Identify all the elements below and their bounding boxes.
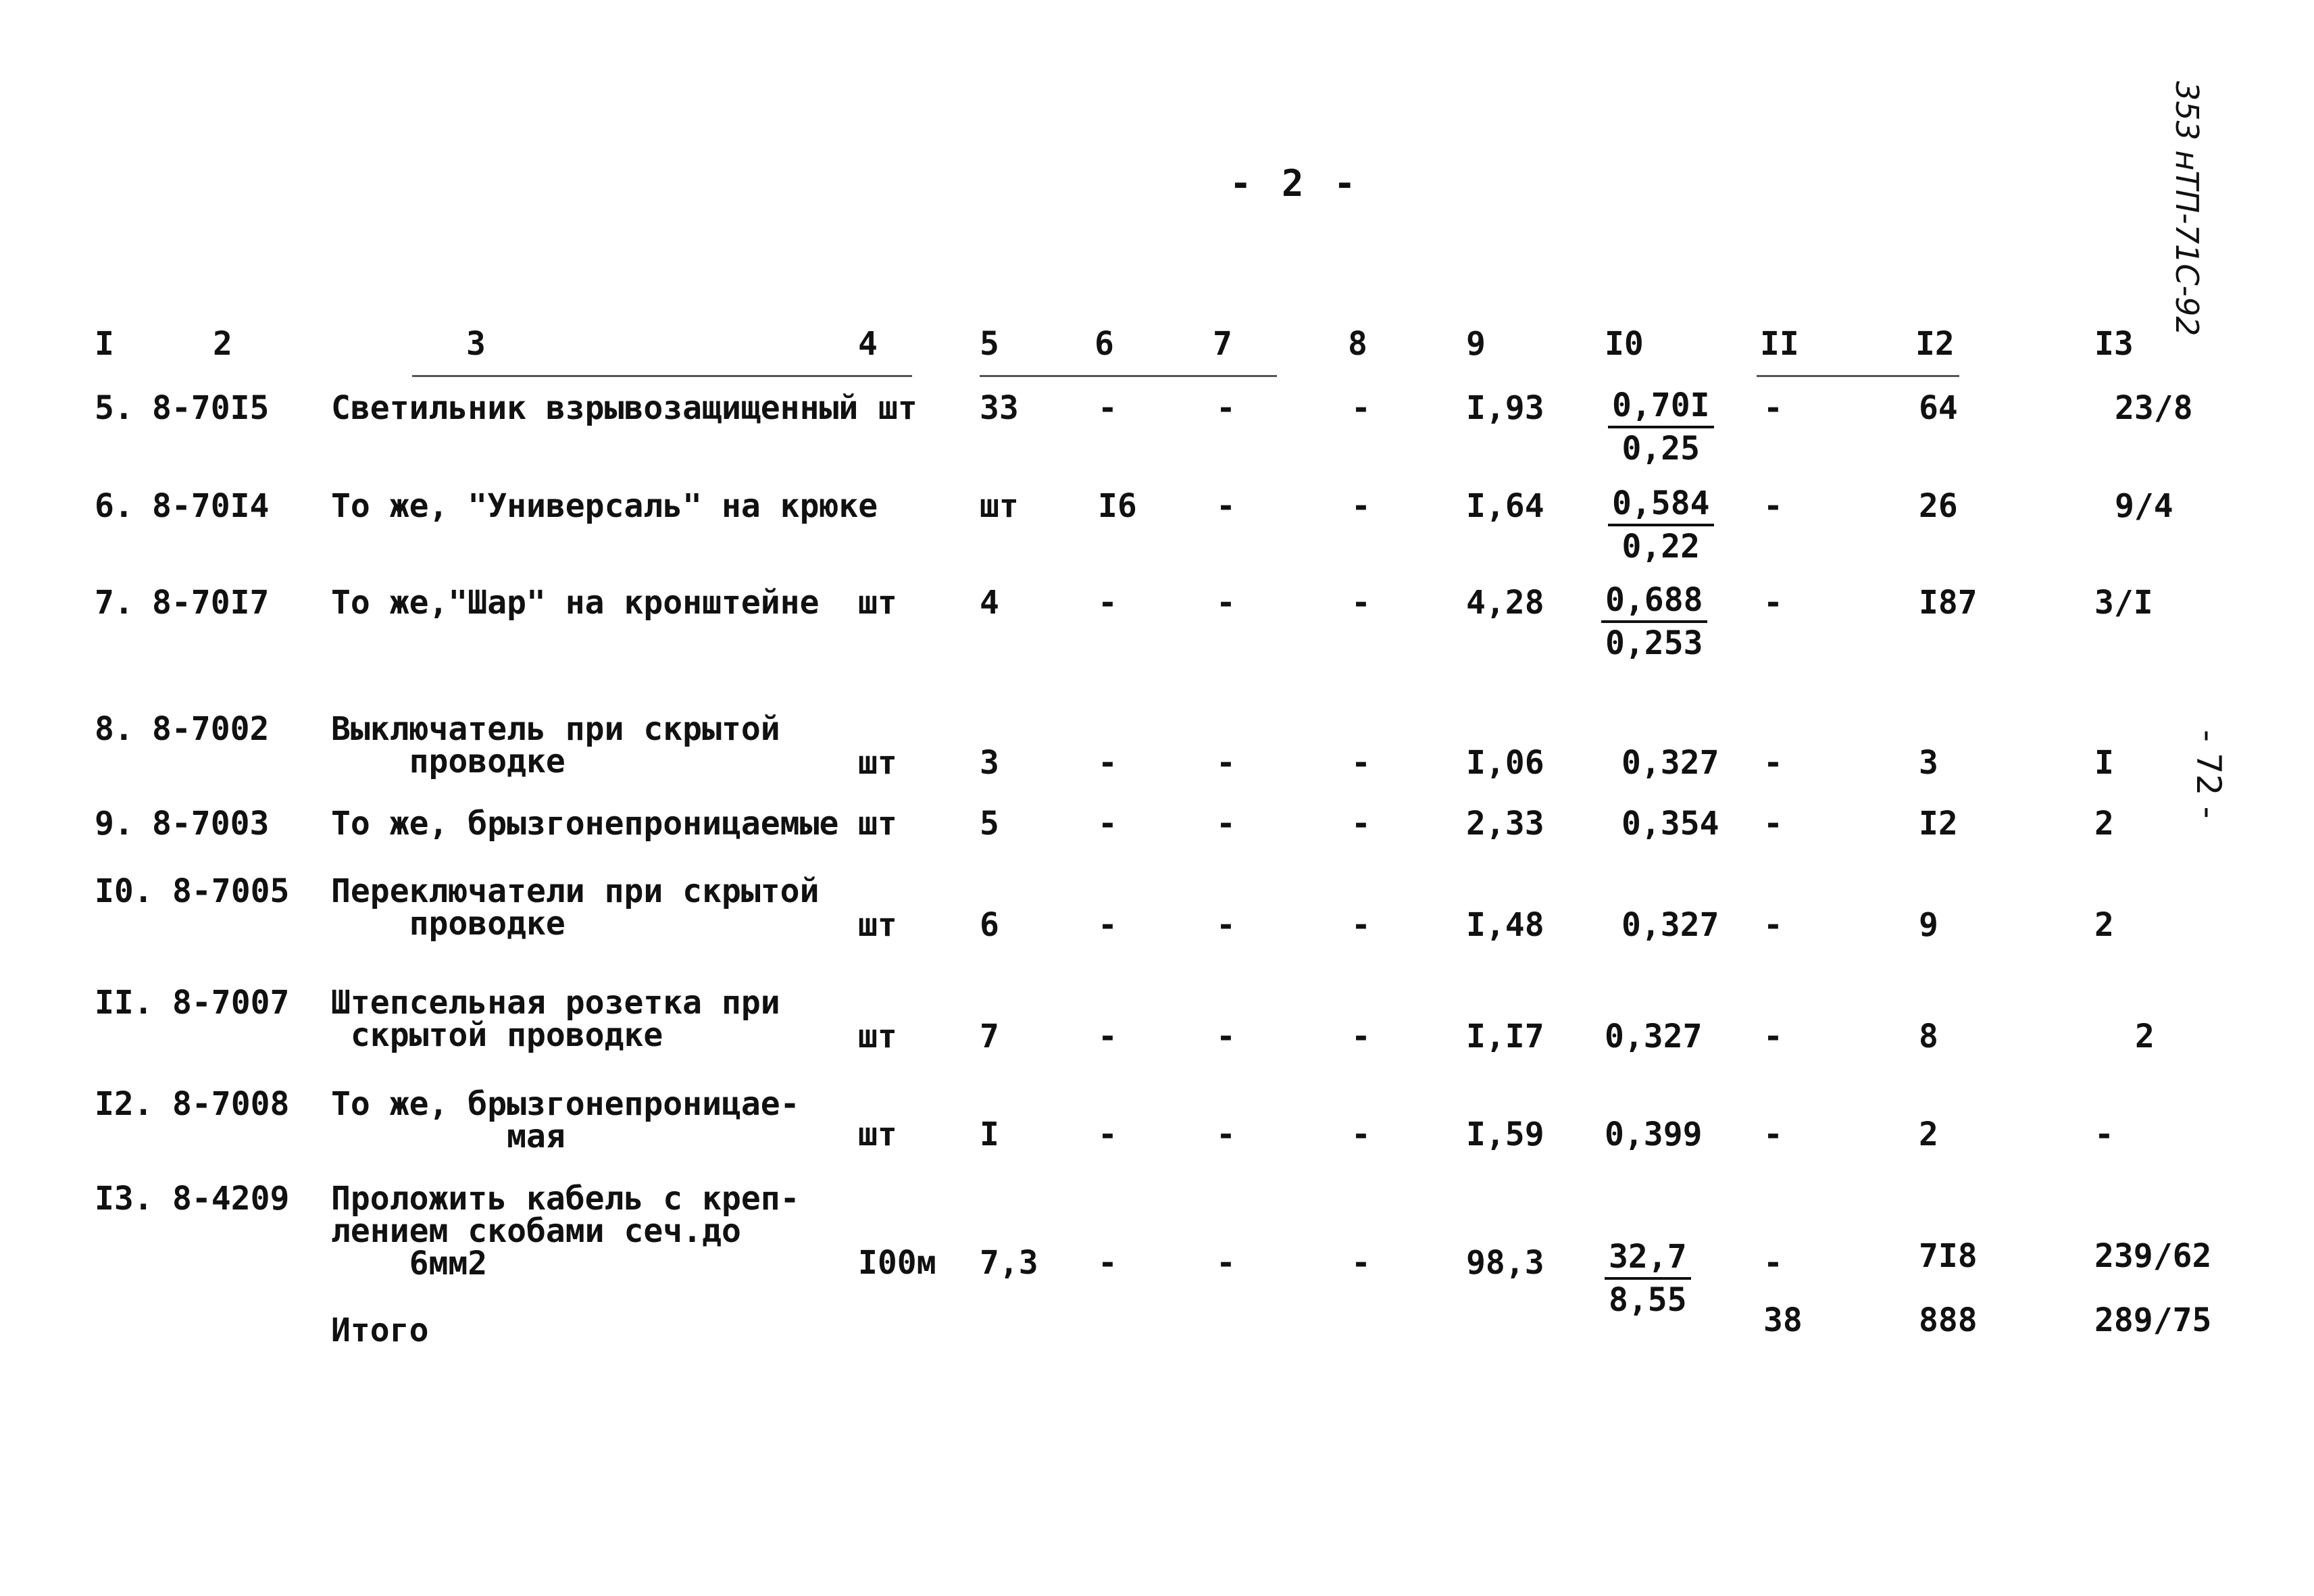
- row-quantity: I: [980, 1116, 999, 1153]
- row-col-7: -: [1216, 487, 1236, 525]
- header-col-3: 3: [466, 325, 486, 363]
- row-description: То же, брызгонепроницае- мая: [331, 1085, 800, 1155]
- row-quantity: 7: [980, 1018, 999, 1055]
- row-col-12: I2: [1919, 805, 1958, 843]
- row-unit: I00м: [858, 1244, 936, 1282]
- row-col-10: 0,327: [1621, 744, 1719, 782]
- fraction-denominator: 0,25: [1621, 430, 1701, 468]
- row-col-12: 7I8: [1919, 1237, 1978, 1275]
- total-col-13: 289/75: [2094, 1301, 2212, 1339]
- row-number: I3.: [95, 1180, 153, 1218]
- row-col-6: -: [1098, 584, 1117, 622]
- header-col-13: I3: [2094, 325, 2134, 363]
- row-col-8: -: [1351, 1116, 1371, 1153]
- row-description: Штепсельная розетка при скрытой проводке: [331, 984, 780, 1054]
- row-unit: шт: [878, 389, 917, 427]
- row-col-12: 64: [1919, 389, 1958, 427]
- fraction: [1601, 580, 1707, 664]
- header-rule: [412, 375, 912, 377]
- header-col-10: I0: [1605, 325, 1644, 363]
- row-col-13: I: [2094, 744, 2114, 782]
- row-unit: шт: [980, 487, 1019, 525]
- fraction-denominator: 0,22: [1621, 528, 1701, 566]
- row-col-6: -: [1098, 805, 1117, 843]
- header-col-8: 8: [1348, 325, 1367, 363]
- row-col-7: -: [1216, 906, 1236, 944]
- row-description: Выключатель при скрытой проводке: [331, 710, 780, 780]
- row-col-13: 9/4: [2115, 487, 2173, 525]
- fraction-numerator: 0,688: [1601, 580, 1707, 623]
- row-col-12: 2: [1919, 1116, 1938, 1153]
- header-col-1: I: [95, 325, 114, 363]
- row-col-7: -: [1216, 744, 1236, 782]
- header-rule: [980, 375, 1277, 377]
- header-col-7: 7: [1213, 325, 1232, 363]
- row-col-9: I,59: [1466, 1116, 1544, 1153]
- row-col-11: -: [1763, 1018, 1783, 1055]
- row-col-12: 9: [1919, 906, 1938, 944]
- row-code: 8-70I5: [152, 389, 270, 427]
- row-description: Проложить кабель с креп- лением скобами сеч.до 6мм2: [331, 1180, 800, 1282]
- row-col-6: -: [1098, 906, 1117, 944]
- row-col-12: 3: [1919, 744, 1938, 782]
- row-code: 8-7003: [152, 805, 270, 843]
- row-unit: шт: [858, 1018, 897, 1055]
- header-col-11: II: [1760, 325, 1799, 363]
- fraction: [1608, 385, 1714, 469]
- header-col-5: 5: [980, 325, 999, 363]
- row-col-13: -: [2094, 1116, 2114, 1153]
- header-col-4: 4: [858, 325, 878, 363]
- row-number: 8.: [95, 710, 134, 748]
- row-col-11: -: [1763, 805, 1783, 843]
- row-code: 8-70I4: [152, 487, 270, 525]
- row-quantity: 33: [980, 389, 1019, 427]
- row-col-6: -: [1098, 744, 1117, 782]
- header-col-9: 9: [1466, 325, 1486, 363]
- row-quantity: 3: [980, 744, 999, 782]
- row-col-7: -: [1216, 584, 1236, 622]
- row-code: 8-4209: [172, 1180, 290, 1218]
- row-col-13: 23/8: [2115, 389, 2193, 427]
- row-col-7: -: [1216, 805, 1236, 843]
- row-col-9: 2,33: [1466, 805, 1544, 843]
- row-col-10: [1605, 1237, 1691, 1320]
- row-col-10: 0,327: [1621, 906, 1719, 944]
- row-col-13: 2: [2135, 1018, 2155, 1055]
- row-col-10: 0,327: [1605, 1018, 1703, 1055]
- row-col-8: -: [1351, 805, 1371, 843]
- row-quantity: I6: [1098, 487, 1137, 525]
- row-number: 6.: [95, 487, 134, 525]
- row-col-10: [1601, 580, 1707, 664]
- row-col-7: -: [1216, 1116, 1236, 1153]
- row-code: 8-7002: [152, 710, 270, 748]
- row-col-12: 26: [1919, 487, 1958, 525]
- row-col-8: -: [1351, 389, 1371, 427]
- row-col-11: -: [1763, 584, 1783, 622]
- total-col-11: 38: [1763, 1301, 1803, 1339]
- row-col-6: -: [1098, 389, 1117, 427]
- row-col-13: 2: [2094, 906, 2114, 944]
- header-col-2: 2: [213, 325, 232, 363]
- header-rule: [1757, 375, 1959, 377]
- side-document-code: 353 нТП-71С-92: [2169, 81, 2205, 336]
- row-col-7: -: [1216, 1018, 1236, 1055]
- row-number: II.: [95, 984, 153, 1022]
- row-col-11: -: [1763, 389, 1783, 427]
- row-number: I2.: [95, 1085, 153, 1123]
- row-code: 8-7007: [172, 984, 290, 1022]
- row-quantity: 5: [980, 805, 999, 843]
- row-col-7: -: [1216, 1244, 1236, 1282]
- row-code: 8-70I7: [152, 584, 270, 622]
- row-unit: шт: [858, 584, 897, 622]
- row-col-7: -: [1216, 389, 1236, 427]
- row-col-10: [1608, 483, 1714, 567]
- fraction-numerator: 0,70I: [1608, 385, 1714, 428]
- total-col-12: 888: [1919, 1301, 1978, 1339]
- row-col-6: -: [1098, 1018, 1117, 1055]
- row-col-9: I,93: [1466, 389, 1544, 427]
- row-number: I0.: [95, 872, 153, 910]
- header-col-6: 6: [1095, 325, 1114, 363]
- row-unit: шт: [858, 1116, 897, 1153]
- row-col-13: 239/62: [2094, 1237, 2212, 1275]
- row-col-11: -: [1763, 744, 1783, 782]
- row-code: 8-7005: [172, 872, 290, 910]
- row-col-8: -: [1351, 906, 1371, 944]
- row-col-12: 8: [1919, 1018, 1938, 1055]
- header-col-12: I2: [1915, 325, 1955, 363]
- row-col-8: -: [1351, 487, 1371, 525]
- row-quantity: 7,3: [980, 1244, 1038, 1282]
- row-description: Переключатели при скрытой проводке: [331, 872, 820, 943]
- row-col-9: I,48: [1466, 906, 1544, 944]
- fraction-numerator: 0,584: [1608, 483, 1714, 526]
- row-quantity: 4: [980, 584, 999, 622]
- row-col-11: -: [1763, 487, 1783, 525]
- fraction: [1605, 1237, 1691, 1320]
- row-col-9: I,64: [1466, 487, 1544, 525]
- row-description: Светильник взрывозащищенный: [331, 389, 859, 427]
- row-col-9: 4,28: [1466, 584, 1544, 622]
- row-code: 8-7008: [172, 1085, 290, 1123]
- fraction: [1608, 483, 1714, 567]
- row-col-13: 2: [2094, 805, 2114, 843]
- row-col-8: -: [1351, 1018, 1371, 1055]
- row-number: 7.: [95, 584, 134, 622]
- row-col-8: -: [1351, 584, 1371, 622]
- page-number: - 2 -: [1230, 162, 1360, 205]
- row-col-11: -: [1763, 906, 1783, 944]
- row-description: То же, "Универсаль" на крюке: [331, 487, 878, 525]
- row-unit: шт: [858, 805, 897, 843]
- total-label: Итого: [331, 1312, 429, 1349]
- row-col-12: I87: [1919, 584, 1978, 622]
- row-col-6: -: [1098, 1244, 1117, 1282]
- fraction-denominator: 0,253: [1605, 624, 1703, 662]
- row-unit: шт: [858, 906, 897, 944]
- fraction-numerator: 32,7: [1605, 1237, 1691, 1280]
- side-page-number: - 72 -: [2189, 730, 2228, 819]
- row-number: 5.: [95, 389, 134, 427]
- row-col-6: -: [1098, 1116, 1117, 1153]
- row-col-9: 98,3: [1466, 1244, 1544, 1282]
- row-unit: шт: [858, 744, 897, 782]
- row-number: 9.: [95, 805, 134, 843]
- row-col-8: -: [1351, 744, 1371, 782]
- row-col-11: -: [1763, 1116, 1783, 1153]
- row-col-11: -: [1763, 1244, 1783, 1282]
- row-description: То же, брызгонепроницаемые: [331, 805, 839, 843]
- row-col-8: -: [1351, 1244, 1371, 1282]
- row-col-10: 0,399: [1605, 1116, 1703, 1153]
- row-col-9: I,06: [1466, 744, 1544, 782]
- row-description: То же,"Шар" на кронштейне: [331, 584, 820, 622]
- fraction-denominator: 8,55: [1609, 1281, 1687, 1319]
- row-quantity: 6: [980, 906, 999, 944]
- row-col-10: [1608, 385, 1714, 469]
- row-col-13: 3/I: [2094, 584, 2153, 622]
- row-col-9: I,I7: [1466, 1018, 1544, 1055]
- row-col-10: 0,354: [1621, 805, 1719, 843]
